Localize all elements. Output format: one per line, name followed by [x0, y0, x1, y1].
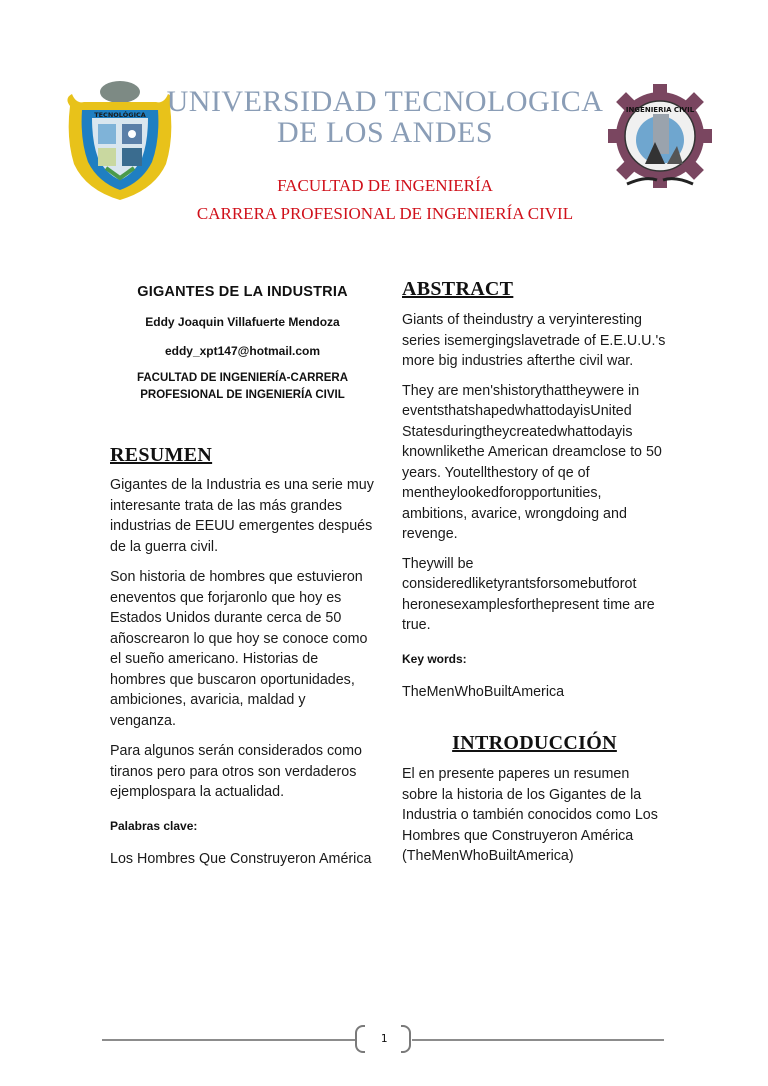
university-name: [150, 86, 620, 148]
career-name: CARRERA PROFESIONAL DE INGENIERÍA CIVIL: [196, 204, 574, 223]
author-email: eddy_xpt147@hotmail.com: [164, 344, 321, 358]
palabras-clave-label: Palabras clave:: [110, 818, 198, 833]
key-words-label: Key words:: [402, 651, 467, 666]
right-column: [402, 278, 667, 867]
author-name: Eddy Joaquin Villafuerte Mendoza: [145, 315, 340, 329]
paper-title: GIGANTES DE LA INDUSTRIA: [137, 284, 348, 300]
abstract-paragraph-1: Giants of theindustry a veryinteresting series isemergingslavetrade of E.E.U.U.'s more big industries afterthe civil war.: [402, 312, 666, 369]
left-column: [110, 280, 375, 869]
resumen-paragraph-3: Para algunos serán considerados como tiranos pero para otros son verdaderos ejemplospara la actualidad.: [110, 743, 362, 800]
abstract-heading: ABSTRACT: [402, 278, 514, 300]
university-name-line2: DE LOS ANDES: [276, 116, 493, 149]
faculty-name: FACULTAD DE INGENIERÍA: [277, 176, 493, 195]
author-affiliation: FACULTAD DE INGENIERÍA-CARRERA PROFESIONAL DE INGENIERÍA CIVIL: [136, 372, 349, 401]
page-number-bracket-right: [401, 1025, 411, 1053]
civil-engineering-gear-logo: [605, 80, 715, 200]
introduccion-paragraph-1: El en presente paperes un resumen sobre la historia de los Gigantes de la Industria o también conocidos como Los Hombres que Construyeron América (TheMenWhoBuiltAmerica): [402, 766, 658, 864]
footer-rule-right: [412, 1039, 664, 1041]
university-name-line1: UNIVERSIDAD TECNOLOGICA: [166, 85, 604, 118]
page-number: 1: [380, 1032, 388, 1045]
paper-title-block: [110, 284, 375, 404]
svg-text:INGENIERIA CIVIL: INGENIERIA CIVIL: [625, 106, 695, 114]
resumen-paragraph-1: Gigantes de la Industria es una serie muy interesante trata de las más grandes industrias de EEUU emergentes después de la guerra civil.: [110, 477, 374, 555]
resumen-heading: RESUMEN: [110, 444, 213, 466]
abstract-paragraph-2: They are men'shistorythattheywere in eventsthatshapedwhattodayisUnited Statesduringtheycreatedwhattodayis knownlikethe American dreamclose to 50 years. Youtellthestory of qe of mentheylookedforopportunities, ambitions, avarice, wrongdoing and revenge.: [402, 382, 662, 542]
svg-text:TECNOLÓGICA: TECNOLÓGICA: [94, 111, 146, 119]
key-words-value: TheMenWhoBuiltAmerica: [402, 683, 565, 700]
resumen-paragraph-2: Son historia de hombres que estuvieron eneventos que forjaronlo que hoy es Estados Unidos durante cerca de 50 añoscrearon lo que hoy se conoce como el sueño americano. Historias de hombres que buscaron oportunidades, ambiciones, avaricia, maldad y venganza.: [110, 569, 368, 729]
introduccion-heading: INTRODUCCIÓN: [452, 732, 617, 754]
page-number-bracket-left: [355, 1025, 365, 1053]
footer-rule-left: [102, 1039, 356, 1041]
abstract-paragraph-3: Theywill be consideredliketyrantsforsomebutforot heronesexamplesforthepresent time are true.: [402, 555, 655, 633]
palabras-clave-value: Los Hombres Que Construyeron América: [110, 850, 372, 867]
